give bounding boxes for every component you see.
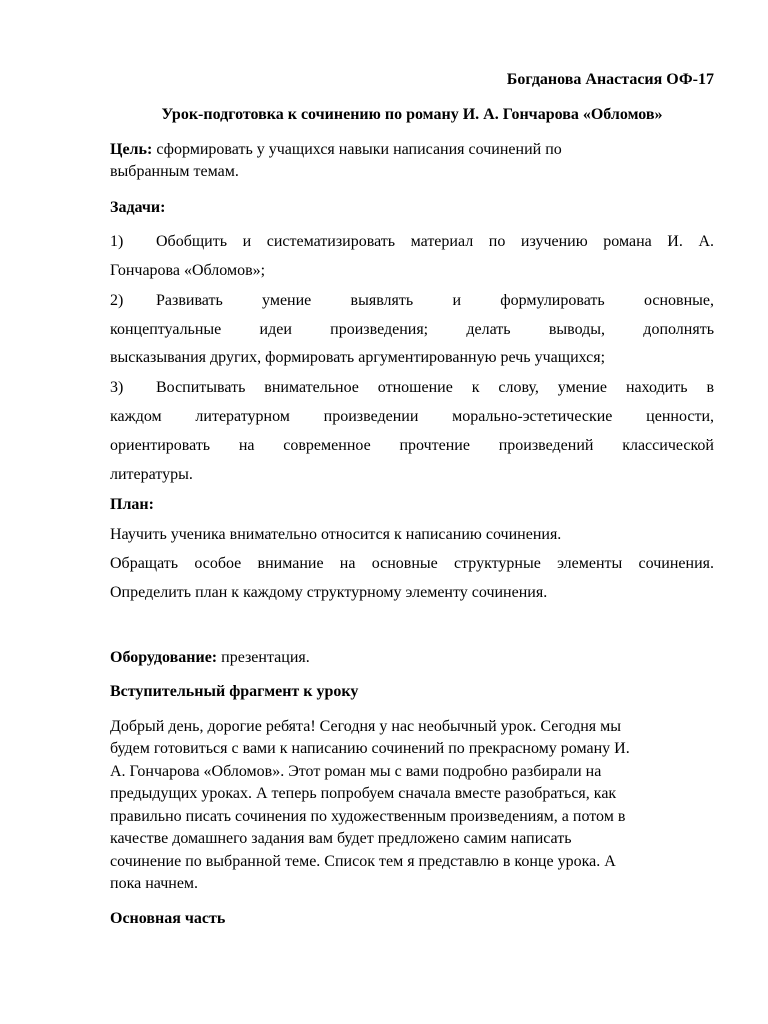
task-2-line-3: высказывания других, формировать аргументированную речь учащихся;: [110, 349, 606, 366]
intro-line-7: сочинение по выбранной теме. Список тем я представлю в конце урока. А: [110, 853, 616, 870]
document-page: [110, 0, 714, 1024]
equipment-value: презентация.: [217, 649, 310, 666]
task-2-number: 2): [110, 292, 124, 309]
task-3-line-3: ориентировать на современное прочтение произведений классической: [110, 437, 714, 454]
plan-line-1: Научить ученика внимательно относится к написанию сочинения.: [110, 526, 562, 543]
intro-line-8: пока начнем.: [110, 875, 199, 892]
intro-line-3: А. Гончарова «Обломов». Этот роман мы с вами подробно разбирали на: [110, 763, 602, 780]
goal-text-1: сформировать у учащихся навыки написания сочинений по: [152, 141, 562, 158]
plan-heading: План:: [110, 496, 154, 513]
task-2-line-1: [110, 291, 714, 311]
main-part-heading: Основная часть: [110, 910, 226, 927]
plan-line-3: Определить план к каждому структурному элементу сочинения.: [110, 584, 548, 601]
equipment-label: Оборудование:: [110, 649, 218, 666]
task-3-line-1: [110, 378, 714, 398]
goal-line-1: [110, 140, 714, 160]
equipment-line: [110, 648, 714, 668]
intro-line-6: качестве домашнего задания вам будет предложено самим написать: [110, 830, 572, 847]
document-title: Урок-подготовка к сочинению по роману И. А. Гончарова «Обломов»: [161, 106, 663, 123]
task-3-line-2: каждом литературном произведении морально-эстетические ценности,: [110, 408, 714, 425]
intro-line-4: предыдущих уроках. А теперь попробуем сначала вместе разобраться, как: [110, 785, 617, 802]
tasks-heading: Задачи:: [110, 199, 166, 216]
task-2-text-1: Развивать умение выявлять и формулировать основные,: [156, 292, 714, 309]
task-1-line-2: Гончарова «Обломов»;: [110, 262, 266, 279]
goal-line-2: выбранным темам.: [110, 163, 239, 180]
intro-line-2: будем готовиться с вами к написанию сочинений по прекрасному роману И.: [110, 740, 630, 757]
intro-heading: Вступительный фрагмент к уроку: [110, 683, 359, 700]
author-line: Богданова Анастасия ОФ-17: [506, 71, 714, 88]
goal-label: Цель:: [110, 141, 153, 158]
intro-line-1: Добрый день, дорогие ребята! Сегодня у нас необычный урок. Сегодня мы: [110, 718, 622, 735]
plan-line-2: Обращать особое внимание на основные структурные элементы сочинения.: [110, 555, 714, 572]
intro-line-5: правильно писать сочинения по художественным произведениям, а потом в: [110, 808, 626, 825]
task-1-line-1: [110, 232, 714, 252]
task-3-number: 3): [110, 379, 124, 396]
task-1-number: 1): [110, 233, 124, 250]
task-1-text-1: Обобщить и систематизировать материал по изучению романа И. А.: [156, 233, 714, 250]
task-2-line-2: концептуальные идеи произведения; делать выводы, дополнять: [110, 321, 714, 338]
task-3-text-1: Воспитывать внимательное отношение к слову, умение находить в: [156, 379, 714, 396]
task-3-line-4: литературы.: [110, 466, 193, 483]
